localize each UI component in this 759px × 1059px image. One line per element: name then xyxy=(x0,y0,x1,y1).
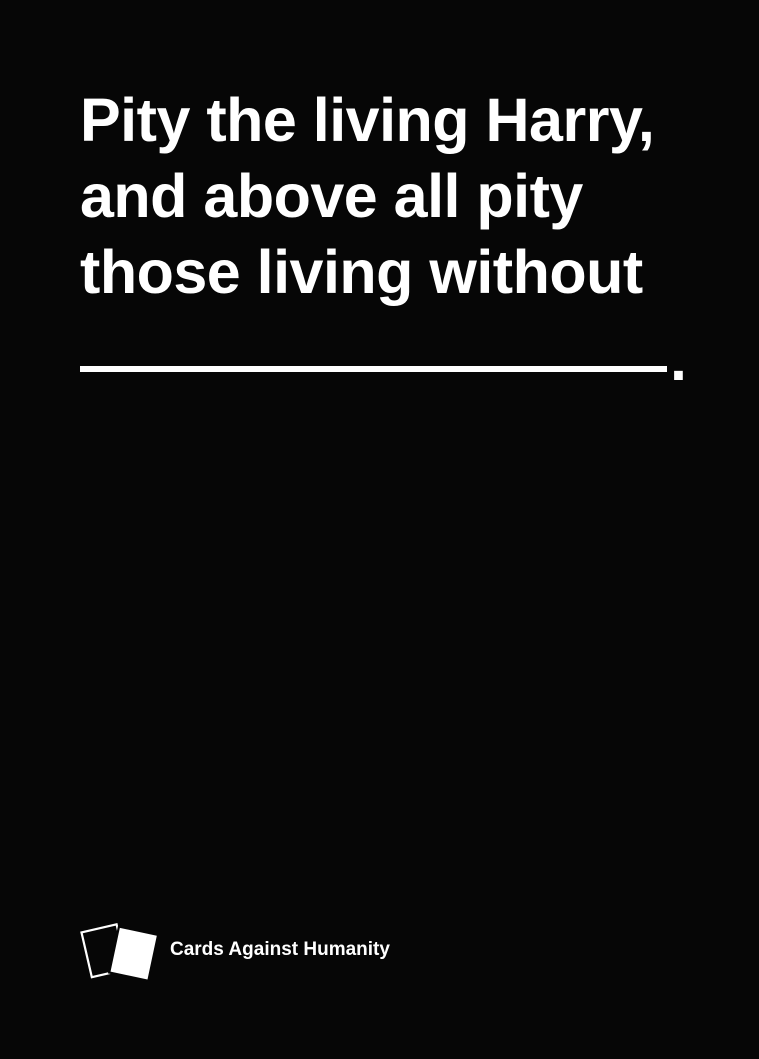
prompt-line-1: Pity the living Harry, xyxy=(80,86,655,154)
prompt-line-3: those living without xyxy=(80,238,643,306)
stacked-cards-icon xyxy=(78,918,164,982)
prompt-line-2: and above all pity xyxy=(80,162,583,230)
brand-name: Cards Against Humanity xyxy=(170,939,390,960)
answer-blank xyxy=(80,366,667,372)
prompt-text xyxy=(80,82,720,310)
brand-footer xyxy=(78,918,390,982)
blank-period: . xyxy=(670,325,687,393)
